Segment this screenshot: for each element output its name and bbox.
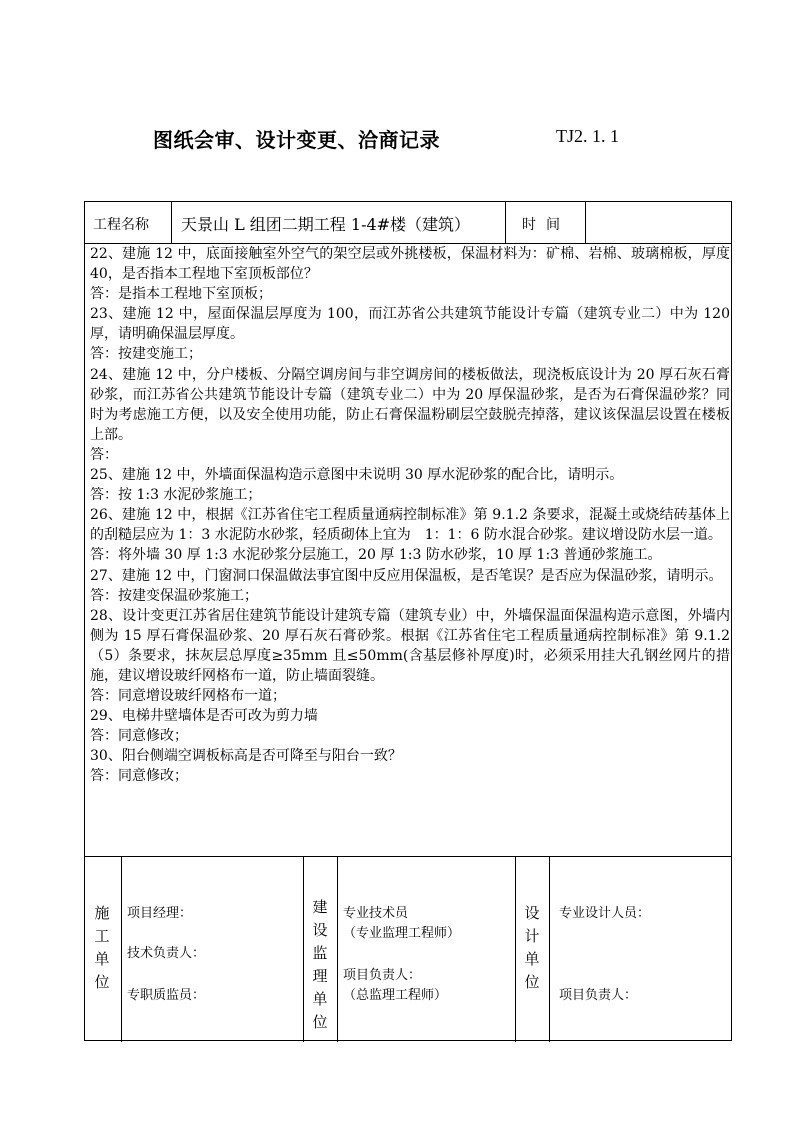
review-item: 27、建施 12 中，门窗洞口保温做法事宜图中反应用保温板，是否笔误？是否应为保温砂浆，请明示。 [90,567,723,584]
review-item: 24、建施 12 中，分户楼板、分隔空调房间与非空调房间的楼板做法，现浇板底设计为 20 厚石灰石膏砂浆，而江苏省公共建筑节能设计专篇（建筑专业二）中为 20 厚保温砂浆，是否为石膏保温砂浆？同时为考虑施工方便，以及安全使用功能，防止石膏保温粉刷层空鼓脱壳掉落，建议该保温层设置在楼板上部。 [90,366,730,443]
review-answer: 答：同意增设玻纤网格布一道； [90,688,286,705]
quality-inspector-field: 专职质监员： [127,988,206,1003]
review-answer: 答：同意修改； [90,768,188,785]
document-title: 图纸会审、设计变更、洽商记录 [153,128,440,152]
document-header [0,124,794,154]
divider [121,856,122,1042]
divider [303,856,304,1042]
review-item: 22、建施 12 中，底面接触室外空气的架空层或外挑楼板，保温材料为：矿棉、岩棉、玻璃棉板，厚度 40，是否指本工程地下室顶板部位？ [90,246,730,283]
review-answer: 答： [90,446,118,463]
review-answer: 答：按建变施工； [90,346,202,363]
review-answer: 答：同意修改； [90,728,188,745]
review-item: 30、阳台侧端空调板标高是否可降至与阳台一致？ [90,748,402,765]
construction-unit-label: 施 工 单 位 [94,904,110,991]
divider [171,202,172,243]
review-answer: 答：是指本工程地下室顶板； [90,286,272,303]
signature-area [85,856,731,1042]
review-answer: 答：按建变保温砂浆施工； [90,587,258,604]
divider [505,202,506,243]
project-name-value: 天景山 L 组团二期工程 1-4#楼（建筑） [181,215,471,234]
review-item: 25、建施 12 中，外墙面保温构造示意图中未说明 30 厚水泥砂浆的配合比，请明示。 [90,467,624,484]
review-item: 26、建施 12 中，根据《江苏省住宅工程质量通病控制标准》第 9.1.2 条要求，混凝土或烧结砖基体上的刮糙层应为 1：3 水泥防水砂浆，轻质砌体上宜为 1：1：6 防水混合砂浆。建议增设防水层一道。 [90,507,730,544]
review-item: 23、建施 12 中，屋面保温层厚度为 100，而江苏省公共建筑节能设计专篇（建筑专业二）中为 120 厚，请明确保温层厚度。 [90,306,730,343]
supervision-unit-label: 建 设 监 理 单 位 [312,898,328,1031]
document-code: TJ2. 1. 1 [556,126,619,146]
project-manager-field: 项目经理： [127,906,193,921]
technical-lead-field: 技术负责人： [127,946,206,961]
divider [585,202,586,243]
time-label: 时间 [522,217,570,233]
review-item: 29、电梯井壁墙体是否可改为剪力墙 [90,708,318,725]
review-items [90,244,730,856]
chief-engineer-note: （总监理工程师） [343,988,448,1003]
design-lead-field: 项目负责人： [559,988,638,1003]
project-lead-field: 项目负责人： [343,968,422,983]
design-unit-label: 设 计 单 位 [524,904,540,991]
project-name-label: 工程名称 [93,217,149,233]
professional-technician-field: 专业技术员 [343,906,409,921]
supervising-engineer-note: （专业监理工程师） [343,926,461,941]
record-form [84,201,732,1041]
review-answer: 答：按 1:3 水泥砂浆施工； [90,487,262,504]
divider [515,856,516,1042]
divider [337,856,338,1042]
review-item: 28、设计变更江苏省居住建筑节能设计建筑专篇（建筑专业）中，外墙保温面保温构造示意图，外墙内侧为 15 厚石膏保温砂浆、20 厚石灰石膏砂浆。根据《江苏省住宅工程质量通病控制标准》第 9.1.2（5）条要求，抹灰层总厚度≥35mm 且≤50mm(含基层修补厚度)时，必须采用挂大孔钢丝网片的措施，建议增设玻纤网格布一道，防止墙面裂缝。 [90,607,730,684]
review-answer: 答：将外墙 30 厚 1:3 水泥砂浆分层施工，20 厚 1:3 防水砂浆，10 厚 1:3 普通砂浆施工。 [90,547,662,564]
divider [549,856,550,1042]
designer-field: 专业设计人员： [559,906,651,921]
